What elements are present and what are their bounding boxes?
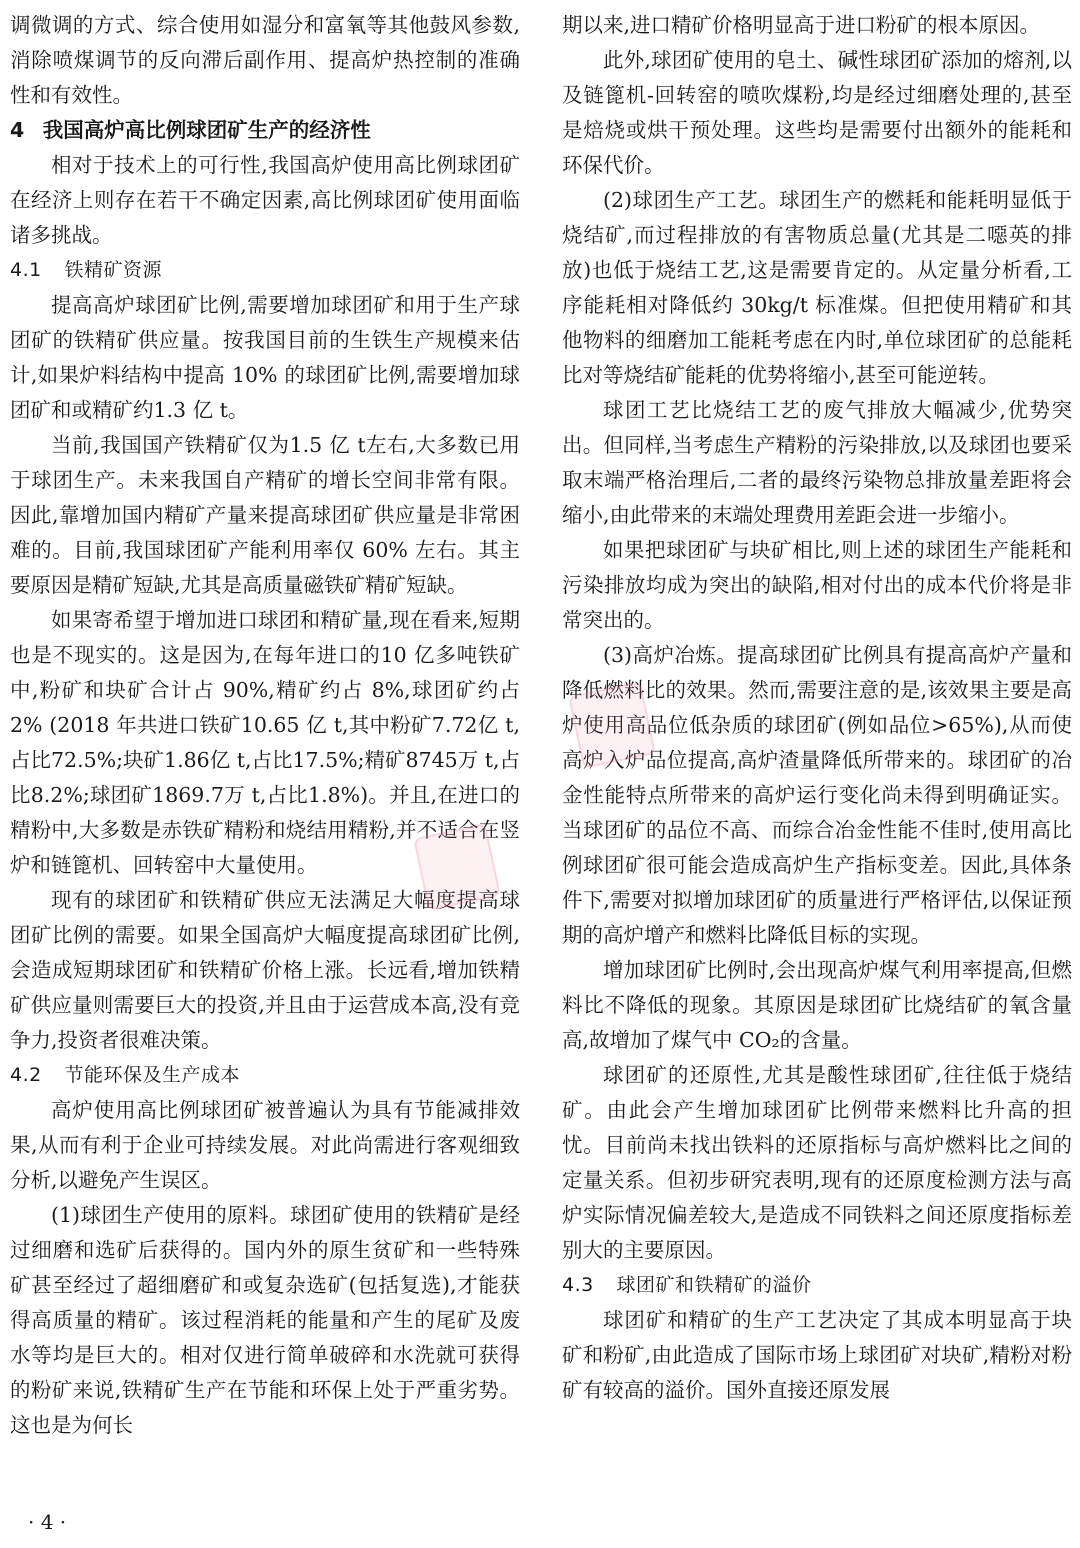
left-column [10,8,520,1443]
paragraph: (1)球团生产使用的原料。球团矿使用的铁精矿是经过细磨和选矿后获得的。国内外的原生贫矿和一些特殊矿甚至经过了超细磨矿和或复杂选矿(包括复选),才能获得高质量的精矿。该过程消耗的能量和产生的尾矿及废水等均是巨大的。相对仅进行简单破碎和水洗就可获得的粉矿来说,铁精矿生产在节能和环保上处于严重劣势。这也是为何长 [10,1203,520,1437]
subsection-number: 4.1 [10,259,42,281]
paragraph: 提高高炉球团矿比例,需要增加球团矿和用于生产球团矿的铁精矿供应量。按我国目前的生铁生产规模来估计,如果炉料结构中提高 10% 的球团矿比例,需要增加球团矿和或精矿约1.3 亿 t。 [10,293,520,422]
subsection-heading [562,1268,1072,1303]
paragraph: 如果把球团矿与块矿相比,则上述的球团生产能耗和污染排放均成为突出的缺陷,相对付出的成本代价将是非常突出的。 [562,538,1072,632]
paragraph: (3)高炉冶炼。提高球团矿比例具有提高高炉产量和降低燃料比的效果。然而,需要注意的是,该效果主要是高炉使用高品位低杂质的球团矿(例如品位>65%),从而使高炉入炉品位提高,高炉渣量降低所带来的。球团矿的冶金性能特点所带来的高炉运行变化尚未得到明确证实。当球团矿的品位不高、而综合冶金性能不佳时,使用高比例球团矿很可能会造成高炉生产指标变差。因此,具体条件下,需要对拟增加球团矿的质量进行严格评估,以保证预期的高炉增产和燃料比降低目标的实现。 [562,643,1072,947]
subsection-heading [10,1058,520,1093]
paragraph: 球团矿的还原性,尤其是酸性球团矿,往往低于烧结矿。由此会产生增加球团矿比例带来燃料比升高的担忧。目前尚未找出铁料的还原指标与高炉燃料比之间的定量关系。但初步研究表明,现有的还原度检测方法与高炉实际情况偏差较大,是造成不同铁料之间还原度指标差别大的主要原因。 [562,1063,1072,1262]
subsection-title: 球团矿和铁精矿的溢价 [616,1274,812,1296]
section-number: 4 [10,118,25,142]
right-column [562,8,1072,1408]
paragraph: 如果寄希望于增加进口球团和精矿量,现在看来,短期也是不现实的。这是因为,在每年进口的10 亿多吨铁矿中,粉矿和块矿合计占 90%,精矿约占 8%,球团矿约占 2% (2018 年共进口铁矿10.65 亿 t,其中粉矿7.72亿 t,占比72.5%;块矿1.86亿 t,占比17.5%;精矿8745万 t,占比8.2%;球团矿1869.7万 t,占比1.8%)。并且,在进口的精粉中,大多数是赤铁矿精粉和烧结用精粉,并不适合在竖炉和链篦机、回转窑中大量使用。 [10,608,520,877]
paragraph: 调微调的方式、综合使用如湿分和富氧等其他鼓风参数,消除喷煤调节的反向滞后副作用、提高炉热控制的准确性和有效性。 [10,13,520,107]
section-title: 我国高炉高比例球团矿生产的经济性 [42,118,371,142]
subsection-number: 4.3 [562,1274,594,1296]
subsection-number: 4.2 [10,1064,42,1086]
paragraph: 高炉使用高比例球团矿被普遍认为具有节能减排效果,从而有利于企业可持续发展。对此尚需进行客观细致分析,以避免产生误区。 [10,1098,520,1192]
paragraph: (2)球团生产工艺。球团生产的燃耗和能耗明显低于烧结矿,而过程排放的有害物质总量(尤其是二噁英的排放)也低于烧结工艺,这是需要肯定的。从定量分析看,工序能耗相对降低约 30kg/t 标准煤。但把使用精矿和其他物料的细磨加工能耗考虑在内时,单位球团矿的总能耗比对等烧结矿能耗的优势将缩小,甚至可能逆转。 [562,188,1072,387]
paragraph: 期以来,进口精矿价格明显高于进口粉矿的根本原因。 [562,13,1041,37]
paragraph: 当前,我国国产铁精矿仅为1.5 亿 t左右,大多数已用于球团生产。未来我国自产精矿的增长空间非常有限。因此,靠增加国内精矿产量来提高球团矿供应量是非常困难的。目前,我国球团矿产能利用率仅 60% 左右。其主要原因是精矿短缺,尤其是高质量磁铁矿精矿短缺。 [10,433,520,597]
paragraph: 球团矿和精矿的生产工艺决定了其成本明显高于块矿和粉矿,由此造成了国际市场上球团矿对块矿,精粉对粉矿有较高的溢价。国外直接还原发展 [562,1308,1072,1402]
subsection-title: 铁精矿资源 [64,259,163,281]
subsection-heading [10,253,520,288]
paragraph: 增加球团矿比例时,会出现高炉煤气利用率提高,但燃料比不降低的现象。其原因是球团矿比烧结矿的氧含量高,故增加了煤气中 CO₂的含量。 [562,958,1072,1052]
paragraph: 球团工艺比烧结工艺的废气排放大幅减少,优势突出。但同样,当考虑生产精粉的污染排放,以及球团也要采取末端严格治理后,二者的最终污染物总排放量差距将会缩小,由此带来的末端处理费用差距会进一步缩小。 [562,398,1072,527]
paragraph: 相对于技术上的可行性,我国高炉使用高比例球团矿在经济上则存在若干不确定因素,高比例球团矿使用面临诸多挑战。 [10,153,520,247]
paragraph: 此外,球团矿使用的皂土、碱性球团矿添加的熔剂,以及链篦机-回转窑的喷吹煤粉,均是经过细磨处理的,甚至是焙烧或烘干预处理。这些均是需要付出额外的能耗和环保代价。 [562,48,1072,177]
page-number: · 4 · [28,1510,67,1534]
paragraph: 现有的球团矿和铁精矿供应无法满足大幅度提高球团矿比例的需要。如果全国高炉大幅度提高球团矿比例,会造成短期球团矿和铁精矿价格上涨。长远看,增加铁精矿供应量则需要巨大的投资,并且由于运营成本高,没有竞争力,投资者很难决策。 [10,888,520,1052]
section-heading [10,113,520,148]
subsection-title: 节能环保及生产成本 [64,1064,241,1086]
